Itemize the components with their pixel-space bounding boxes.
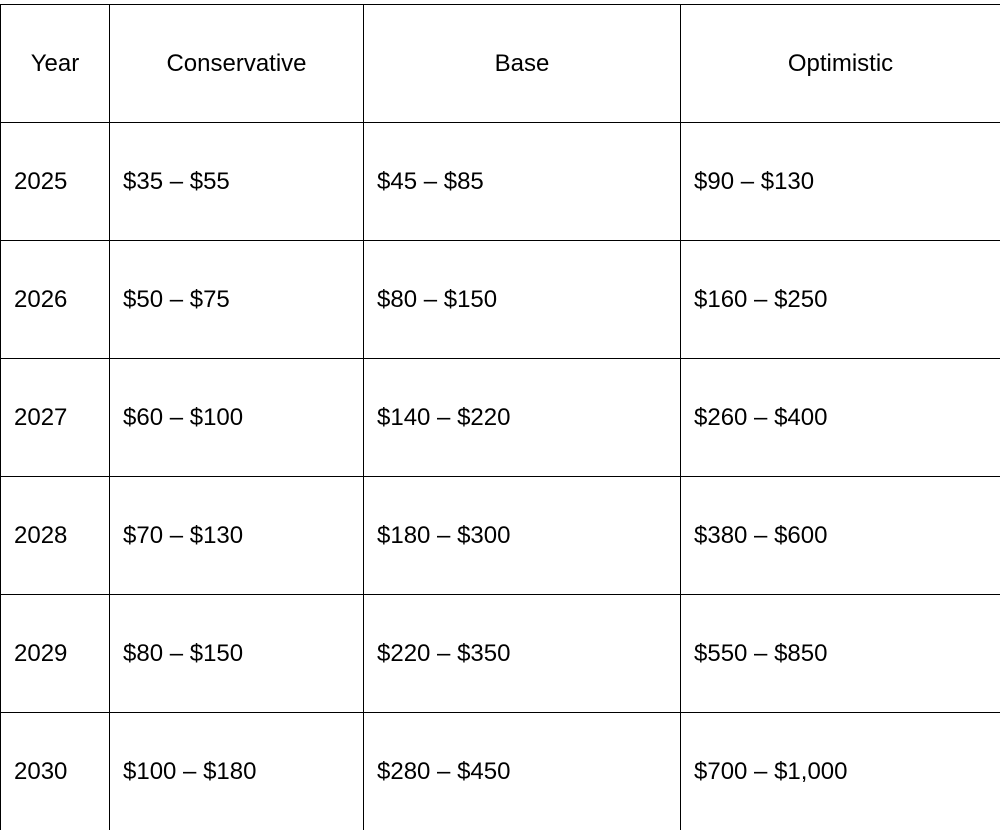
cell-base: $80 – $150 bbox=[364, 241, 681, 359]
cell-optimistic: $700 – $1,000 bbox=[681, 713, 1000, 830]
cell-optimistic: $260 – $400 bbox=[681, 359, 1000, 477]
cell-year: 2027 bbox=[1, 359, 110, 477]
table-row bbox=[1, 359, 1000, 477]
cell-year: 2026 bbox=[1, 241, 110, 359]
cell-base: $280 – $450 bbox=[364, 713, 681, 830]
cell-optimistic: $90 – $130 bbox=[681, 123, 1000, 241]
cell-conservative: $60 – $100 bbox=[110, 359, 364, 477]
cell-year: 2029 bbox=[1, 595, 110, 713]
cell-base: $180 – $300 bbox=[364, 477, 681, 595]
cell-conservative: $70 – $130 bbox=[110, 477, 364, 595]
cell-conservative: $35 – $55 bbox=[110, 123, 364, 241]
cell-year: 2025 bbox=[1, 123, 110, 241]
projection-table-container bbox=[0, 4, 1000, 830]
table-row bbox=[1, 595, 1000, 713]
cell-year: 2030 bbox=[1, 713, 110, 830]
cell-base: $220 – $350 bbox=[364, 595, 681, 713]
cell-base: $140 – $220 bbox=[364, 359, 681, 477]
table-row bbox=[1, 713, 1000, 830]
cell-base: $45 – $85 bbox=[364, 123, 681, 241]
header-year: Year bbox=[1, 5, 110, 123]
header-base: Base bbox=[364, 5, 681, 123]
projection-table bbox=[0, 4, 1000, 830]
header-optimistic: Optimistic bbox=[681, 5, 1000, 123]
cell-year: 2028 bbox=[1, 477, 110, 595]
table-header-row bbox=[1, 5, 1000, 123]
cell-optimistic: $380 – $600 bbox=[681, 477, 1000, 595]
cell-conservative: $50 – $75 bbox=[110, 241, 364, 359]
table-row bbox=[1, 477, 1000, 595]
cell-conservative: $100 – $180 bbox=[110, 713, 364, 830]
table-row bbox=[1, 123, 1000, 241]
cell-optimistic: $550 – $850 bbox=[681, 595, 1000, 713]
table-row bbox=[1, 241, 1000, 359]
cell-conservative: $80 – $150 bbox=[110, 595, 364, 713]
header-conservative: Conservative bbox=[110, 5, 364, 123]
cell-optimistic: $160 – $250 bbox=[681, 241, 1000, 359]
